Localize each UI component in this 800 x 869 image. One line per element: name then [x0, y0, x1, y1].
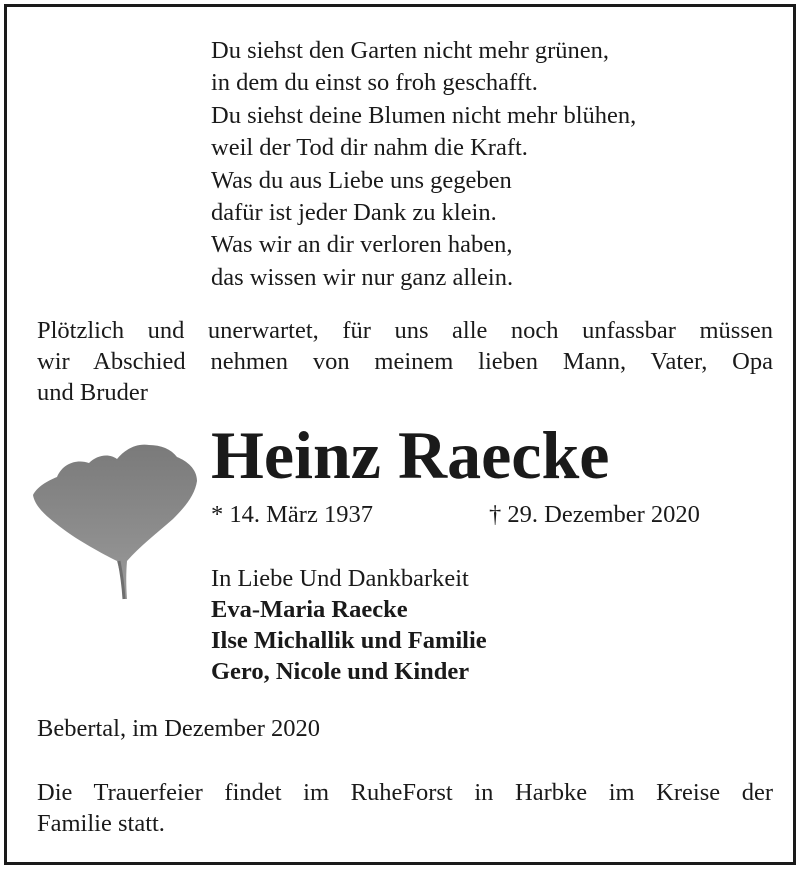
mourner-name: Eva-Maria Raecke — [211, 596, 408, 623]
poem-line: das wissen wir nur ganz allein. — [211, 263, 514, 291]
memorial-poem — [211, 35, 636, 294]
mourner-name: Gero, Nicole und Kinder — [211, 658, 470, 685]
place-and-date: Bebertal, im Dezember 2020 — [37, 715, 321, 742]
poem-line: weil der Tod dir nahm die Kraft. — [211, 134, 528, 162]
poem-line: in dem du einst so froh geschafft. — [211, 69, 538, 97]
announcement-line: wir Abschied nehmen von meinem lieben Mann, Vater, Opa — [37, 348, 773, 375]
death-date: † 29. Dezember 2020 — [489, 501, 700, 528]
announcement-text — [37, 315, 773, 408]
funeral-line: Die Trauerfeier findet im RuheForst in Harbke im Kreise der — [37, 779, 773, 806]
funeral-info — [37, 777, 773, 839]
funeral-line: Familie statt. — [37, 810, 165, 837]
announcement-line: Plötzlich und unerwartet, für uns alle noch unfassbar müssen — [37, 317, 773, 344]
poem-line: Du siehst den Garten nicht mehr grünen, — [211, 37, 610, 64]
announcement-line: und Bruder — [37, 379, 148, 406]
poem-line: Was wir an dir verloren haben, — [211, 231, 513, 259]
mourner-name: Ilse Michallik und Familie — [211, 627, 487, 654]
ginkgo-leaf-icon — [27, 433, 199, 605]
poem-line: Du siehst deine Blumen nicht mehr blühen, — [211, 101, 637, 129]
deceased-name: Heinz Raecke — [211, 417, 610, 493]
birth-date: * 14. März 1937 — [211, 501, 373, 528]
poem-line: dafür ist jeder Dank zu klein. — [211, 199, 497, 227]
mourners-block — [211, 563, 487, 687]
obituary-notice — [4, 4, 796, 865]
poem-line: Was du aus Liebe uns gegeben — [211, 166, 512, 194]
mourners-intro: In Liebe Und Dankbarkeit — [211, 565, 469, 592]
